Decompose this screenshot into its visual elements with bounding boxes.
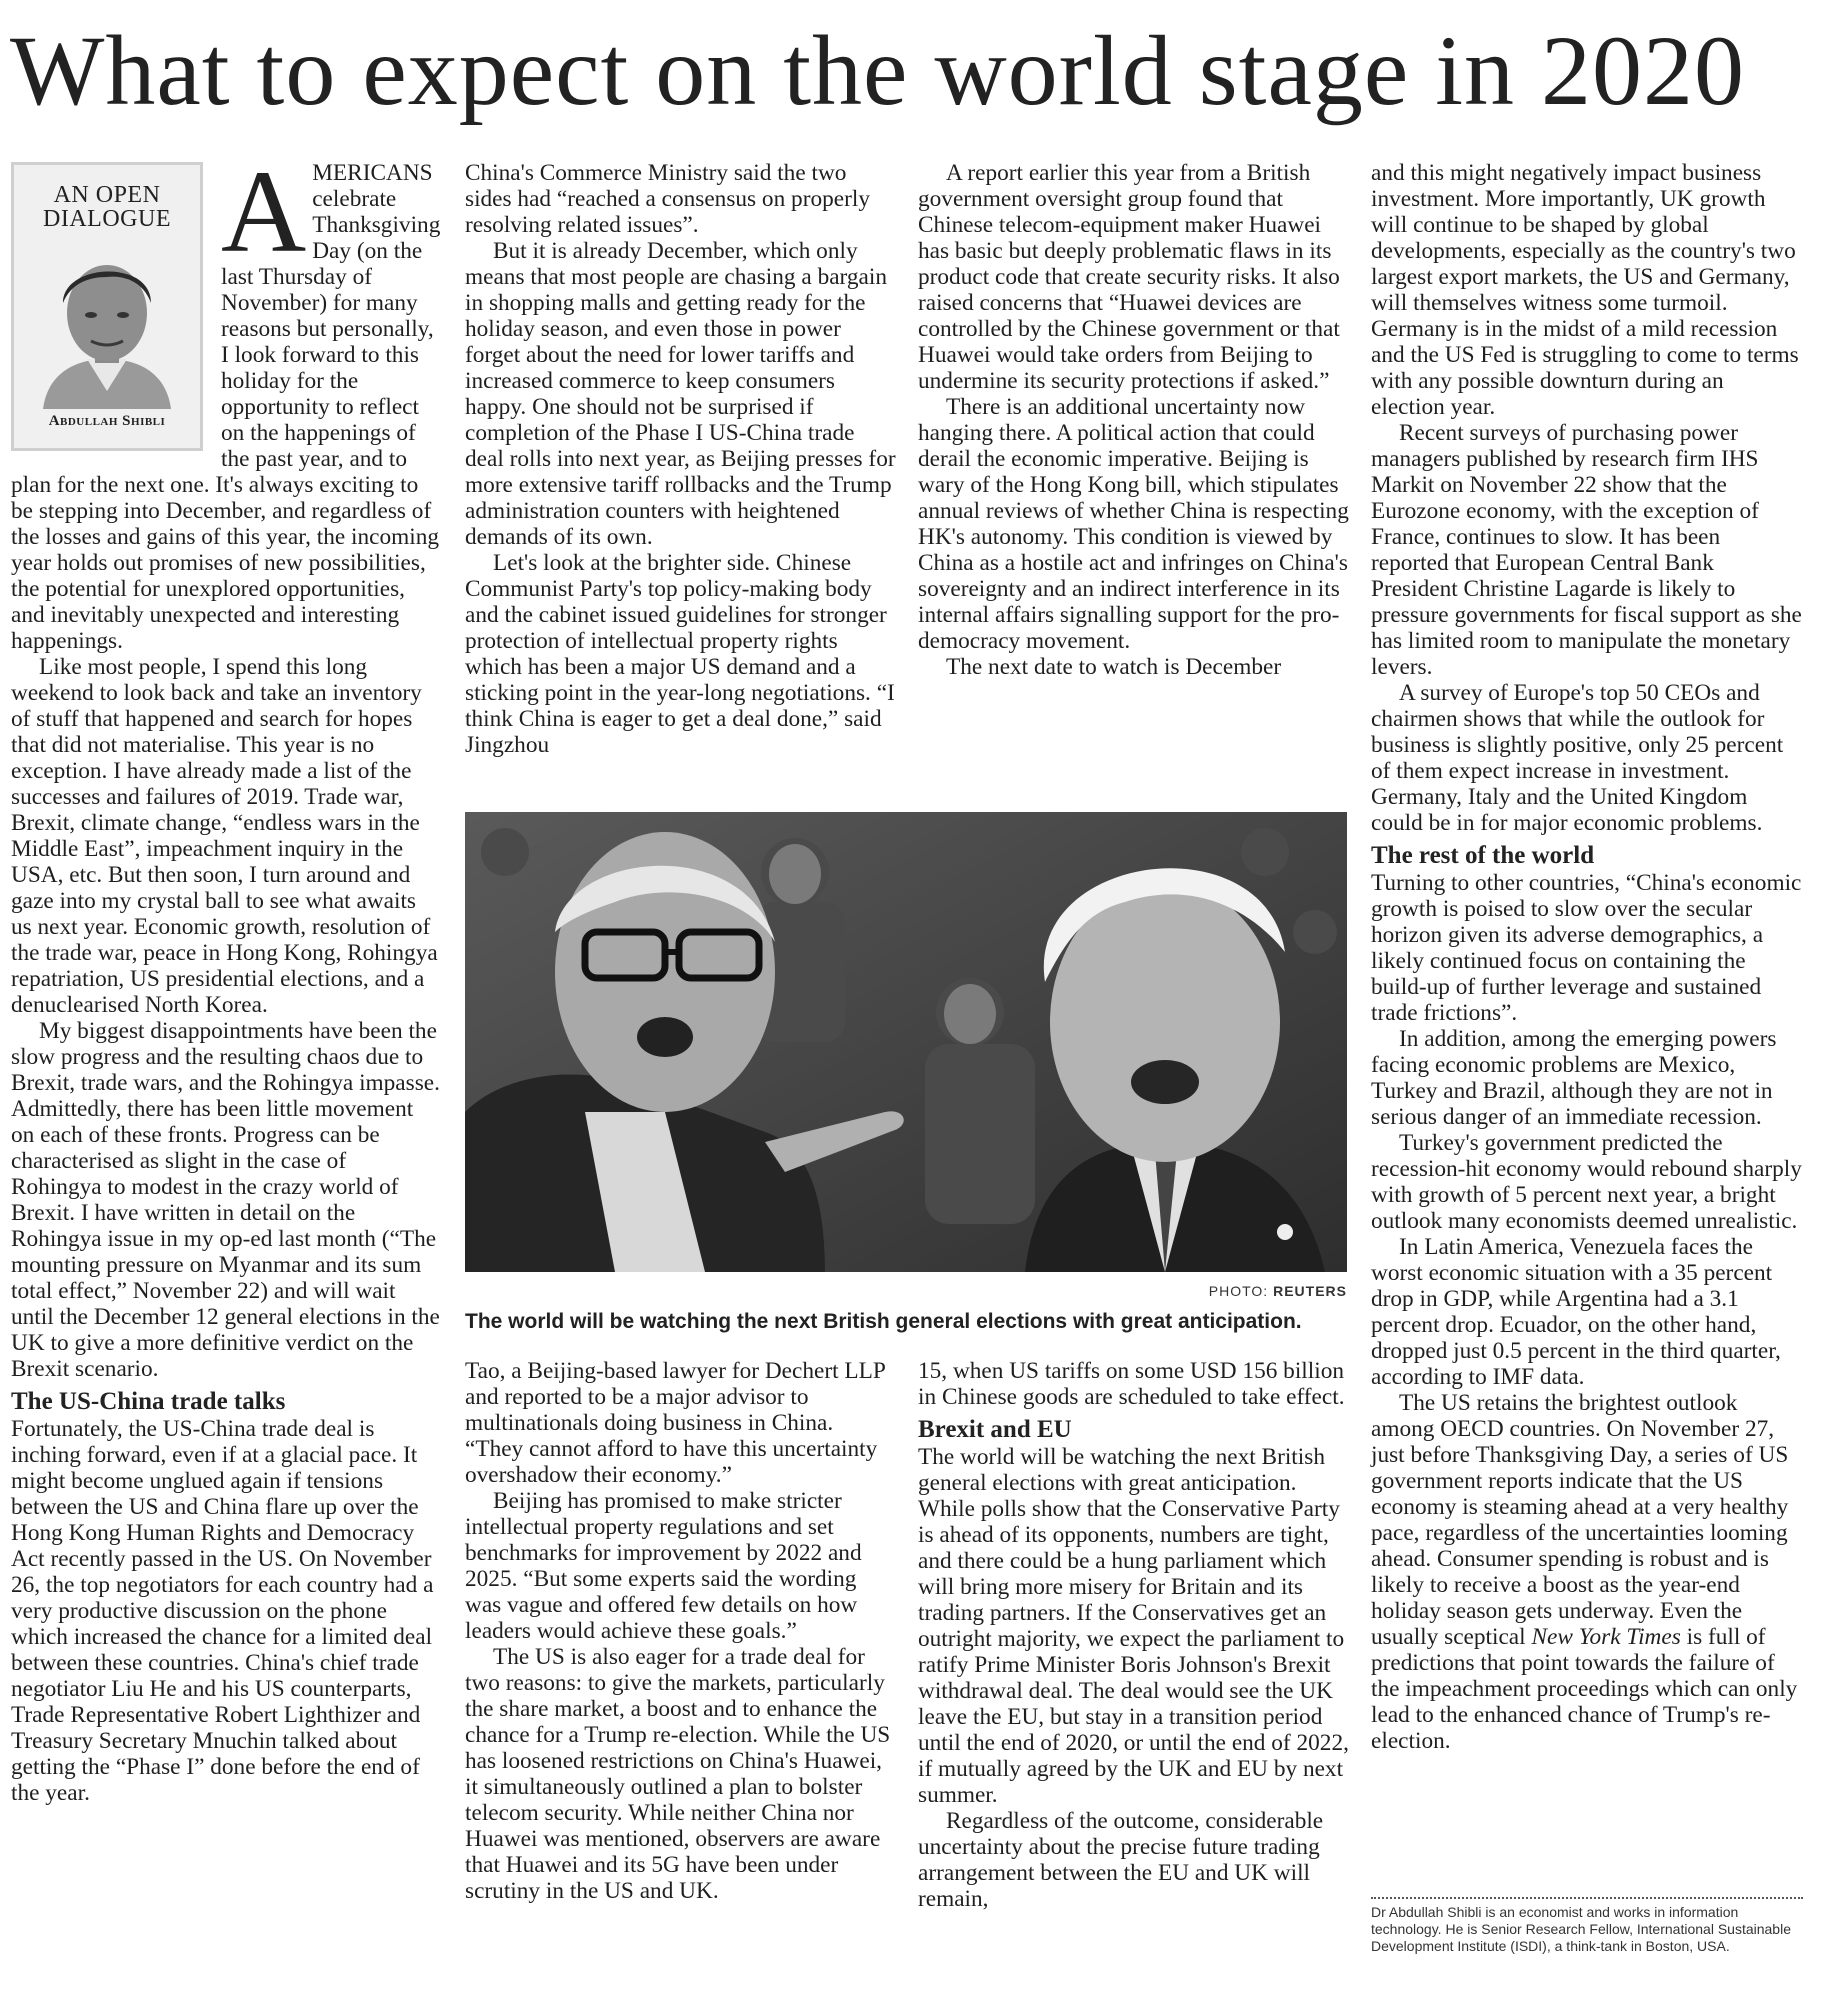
paragraph: Regardless of the outcome, considerable uncertainty about the precise future trading arrangement between the EU and UK will remain, <box>918 1808 1324 1912</box>
paragraph: Turkey's government predicted the recession-hit economy would rebound sharply with growth of 5 percent next year, a bright outlook many economists deemed unrealistic. <box>1371 1130 1802 1234</box>
column-4 <box>1371 160 1803 1754</box>
photo-credit <box>1100 1283 1347 1299</box>
paragraph <box>1371 1390 1803 1754</box>
paragraph: My biggest disappointments have been the slow progress and the resulting chaos due to Brexit, trade wars, and the Rohingya impasse. Admittedly, there has been little movement on each of these fronts. Progress can be characterised as slight in the case of Rohingya to modest in the crazy world of Brexit. I have written in detail on the Rohingya issue in my op-ed last month (“The mounting pressure on Myanmar and its sum total effect,” November 22) and will wait until the December 12 general elections in the UK to give a more definitive verdict on the Brexit scenario. <box>11 1018 440 1382</box>
paragraph: In addition, among the emerging powers facing economic problems are Mexico, Turkey and Brazil, although they are not in serious danger of an immediate recession. <box>1371 1026 1777 1130</box>
paragraph: Turning to other countries, “China's economic growth is poised to slow over the secular horizon given its adverse demographics, a likely continued focus on containing the build-up of further leverage and sustained trade frictions”. <box>1371 870 1802 1026</box>
column-3-top <box>918 160 1350 680</box>
photo-credit-source: REUTERS <box>1273 1283 1347 1299</box>
column-2-bottom <box>465 1358 897 1904</box>
paragraph-text: celebrate Thanksgiving Day (on the last Thursday of November) for many reasons but personally, I look forward to this holiday for the opportunity to reflect on the happenings of the past year, and to plan for the next one. It's always exciting to be stepping into December, and regardless of the losses and gains of this year, the incoming year holds out promises of new possibilities, the potential for unexplored opportunities, and inevitably unexpected and interesting happenings. <box>11 186 441 654</box>
paragraph: The next date to watch is December <box>946 654 1282 680</box>
publication-name: New York Times <box>1531 1624 1681 1650</box>
paragraph: China's Commerce Ministry said the two sides had “reached a consensus on properly resolving related issues”. <box>465 160 870 238</box>
paragraph: Recent surveys of purchasing power managers published by research firm IHS Markit on November 22 show that the Eurozone economy, with the exception of France, continues to slow. It has been reported that European Central Bank President Christine Lagarde is likely to pressure governments for fiscal support as she has limited room to manipulate the monetary levers. <box>1371 420 1802 680</box>
news-photo <box>465 812 1347 1272</box>
paragraph: The world will be watching the next British general elections with great anticipation. While polls show that the Conservative Party is ahead of its opponents, numbers are tight, and there could be a hung parliament which will bring more misery for Britain and its trading partners. If the Conservatives get an outright majority, we expect the parliament to ratify Prime Minister Boris Johnson's Brexit withdrawal deal. The deal would see the UK leave the EU, but stay in a transition period until the end of 2020, or until the end of 2022, if mutually agreed by the UK and EU by next summer. <box>918 1444 1349 1808</box>
paragraph: Let's look at the brighter side. Chinese Communist Party's top policy-making body and the cabinet issued guidelines for stronger protection of intellectual property rights which has been a major US demand and a sticking point in the year-long negotiations. “I think China is eager to get a deal done,” said Jingzhou <box>465 550 895 758</box>
column-label: AN OPEN DIALOGUE <box>43 182 171 232</box>
photo-caption: The world will be watching the next British general elections with great anticipation. <box>465 1310 1302 1333</box>
paragraph-text: is full of predictions that point towards the failure of the impeachment proceedings which can only lead to the enhanced chance of Trump's re-election. <box>1371 1624 1798 1754</box>
paragraph: There is an additional uncertainty now hanging there. A political action that could derail the economic imperative. Beijing is wary of the Hong Kong bill, which stipulates annual reviews of whether China is respecting HK's autonomy. This condition is viewed by China as a hostile act and infringes on China's sovereignty and an indirect interference in its internal affairs signalling support for the pro-democracy movement. <box>918 394 1349 654</box>
bio-divider <box>1371 1897 1803 1899</box>
paragraph: and this might negatively impact business investment. More importantly, UK growth will continue to be shaped by global developments, especially as the country's two largest export markets, the US and Germany, will themselves witness some turmoil. Germany is in the midst of a mild recession and the US Fed is struggling to come to terms with any possible downturn during an election year. <box>1371 160 1799 420</box>
paragraph: Like most people, I spend this long weekend to look back and take an inventory of stuff that happened and search for hopes that did not materialise. This year is no exception. I have already made a list of the successes and failures of 2019. Trade war, Brexit, climate change, “endless wars in the Middle East”, impeachment inquiry in the USA, etc. But then soon, I turn around and gaze into my crystal ball to see what awaits us next year. Economic growth, resolution of the trade war, peace in Hong Kong, Rohingya repatriation, US presidential elections, and a denuclearised North Korea. <box>11 654 438 1018</box>
column-2-top <box>465 160 897 758</box>
author-box <box>11 162 203 451</box>
section-heading: Brexit and EU <box>918 1416 1072 1443</box>
section-heading: The US-China trade talks <box>11 1388 286 1415</box>
paragraph: Fortunately, the US-China trade deal is inching forward, even if at a glacial pace. It might become unglued again if tensions between the US and China flare up over the Hong Kong Human Rights and Democracy Act recently passed in the US. On November 26, the top negotiators for each country had a very productive discussion on the phone which increased the chance for a limited deal between these countries. China's chief trade negotiator Liu He and his US counterparts, Trade Representative Robert Lighthizer and Treasury Secretary Mnuchin talked about getting the “Phase I” done before the end of the year. <box>11 1416 434 1806</box>
author-byline: Abdullah Shibli <box>48 413 166 429</box>
photo-illustration <box>465 812 1347 1272</box>
paragraph: A survey of Europe's top 50 CEOs and chairmen shows that while the outlook for business is slightly positive, only 25 percent of them expect increase in investment. Germany, Italy and the United Kingdom could be in for major economic problems. <box>1371 680 1784 836</box>
paragraph-text: The US retains the brightest outlook among OECD countries. On November 27, just before Thanksgiving Day, a series of US government reports indicate that the US economy is steaming ahead at a very healthy pace, regardless of the uncertainties looming ahead. Consumer spending is robust and is likely to receive a boost as the year-end holiday season gets underway. Even the usually sceptical <box>1371 1390 1789 1650</box>
section-heading: The rest of the world <box>1371 842 1595 869</box>
column-1 <box>11 146 442 1806</box>
paragraph: A report earlier this year from a British government oversight group found that Chinese telecom-equipment maker Huawei has basic but deeply problematic flaws in its product code that create security risks. It also raised concerns that “Huawei devices are controlled by the Chinese government or that Huawei would take orders from Beijing to undermine its security protections if asked.” <box>918 160 1340 394</box>
column-3-bottom <box>918 1358 1350 1912</box>
author-portrait <box>23 241 191 409</box>
author-bio: Dr Abdullah Shibli is an economist and works in information technology. He is Senior Research Fellow, International Sustainable Development Institute (ISDI), a think-tank in Boston, USA. <box>1371 1904 1791 1954</box>
paragraph: The US is also eager for a trade deal for two reasons: to give the markets, particularly the share market, a boost and to enhance the chance for a Trump re-election. While the US has loosened restrictions on China's Huawei, it simultaneously outlined a plan to bolster telecom security. While neither China nor Huawei was mentioned, observers are aware that Huawei and its 5G have been under scrutiny in the US and UK. <box>465 1644 891 1904</box>
photo-credit-label: PHOTO: <box>1208 1283 1274 1299</box>
drop-cap: A <box>221 146 307 277</box>
headline: What to expect on the world stage in 2020 <box>10 15 1745 126</box>
paragraph: In Latin America, Venezuela faces the worst economic situation with a 35 percent drop in GDP, while Argentina had a 3.1 percent drop. Ecuador, on the other hand, dropped just 0.5 percent in the third quarter, according to IMF data. <box>1371 1234 1781 1390</box>
paragraph: But it is already December, which only means that most people are chasing a bargain in shopping malls and getting ready for the holiday season, and even those in power forget about the need for lower tariffs and increased commerce to keep consumers happy. One should not be surprised if completion of the Phase I US-China trade deal rolls into next year, as Beijing presses for more extensive tariff rollbacks and the Trump administration counters with heightened demands of its own. <box>465 238 896 550</box>
paragraph: Beijing has promised to make stricter intellectual property regulations and set benchmarks for improvement by 2022 and 2025. “But some experts said the wording was vague and offered few details on how leaders would achieve these goals.” <box>465 1488 862 1644</box>
paragraph: 15, when US tariffs on some USD 156 billion in Chinese goods are scheduled to take effect. <box>918 1358 1345 1410</box>
paragraph: Tao, a Beijing-based lawyer for Dechert LLP and reported to be a major advisor to multinationals doing business in China. “They cannot afford to have this uncertainty overshadow their economy.” <box>465 1358 885 1488</box>
lead-caps: MERICANS <box>312 160 433 186</box>
